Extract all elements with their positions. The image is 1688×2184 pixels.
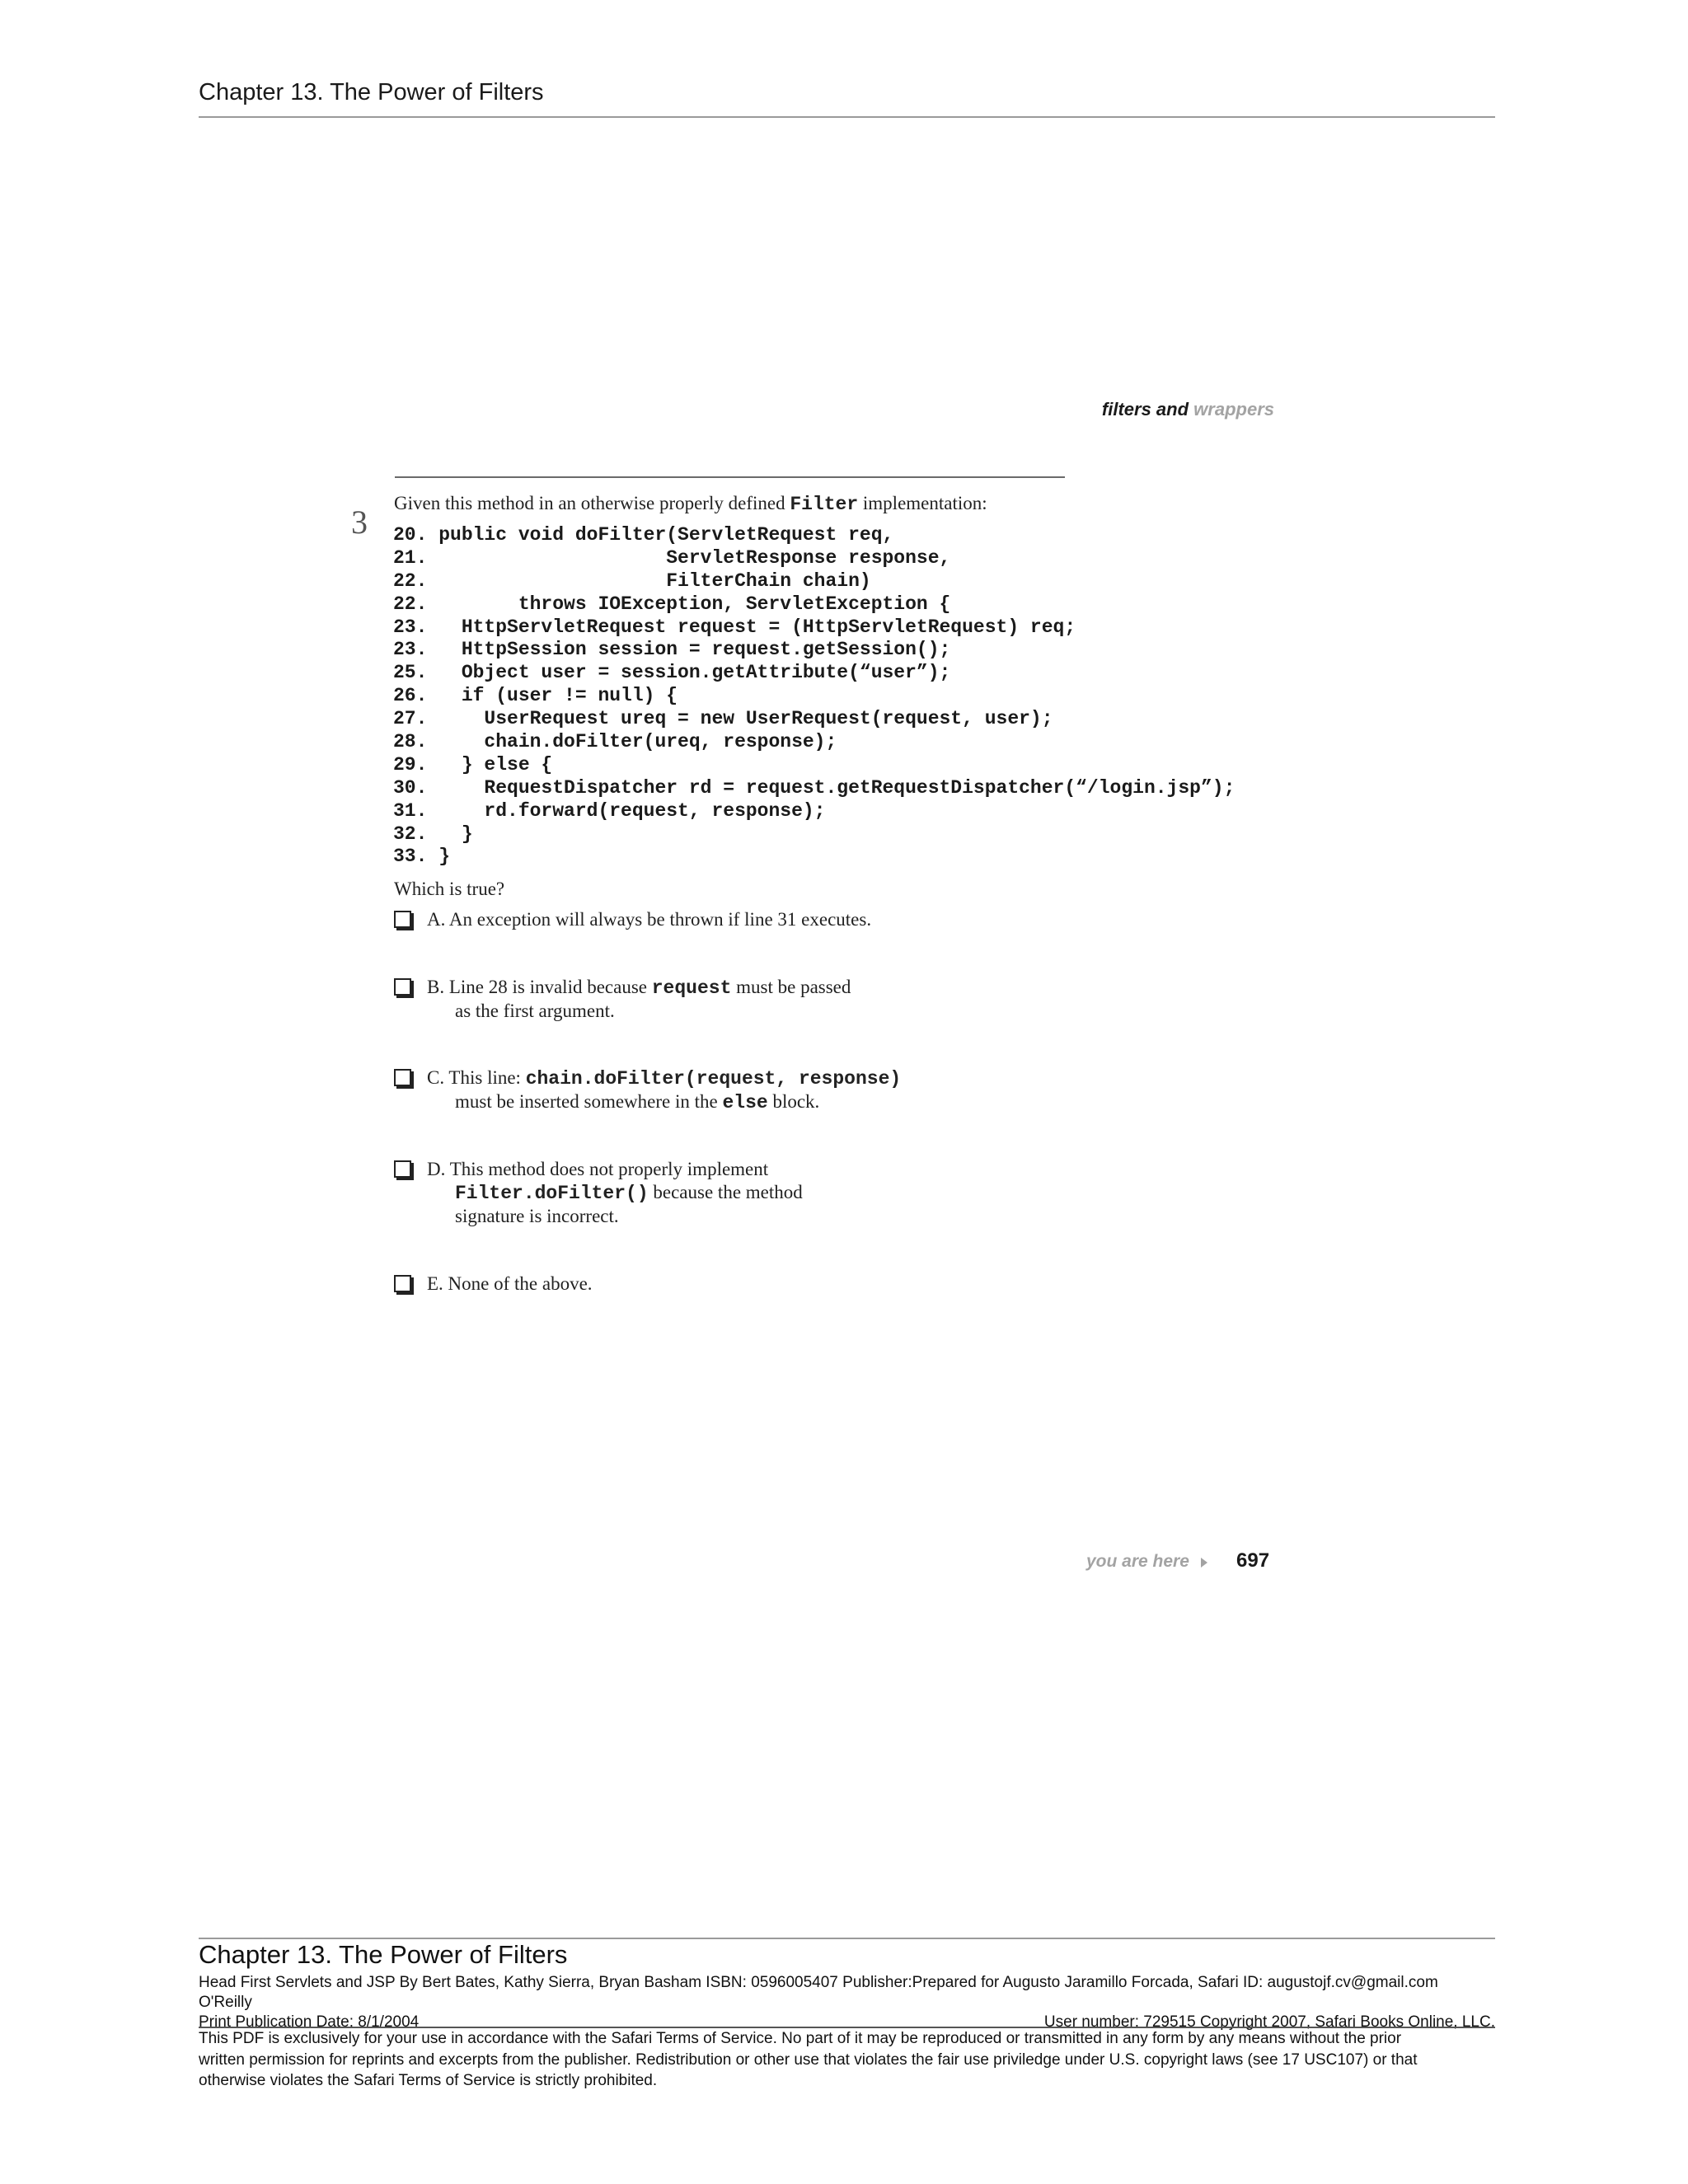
option-b-post: must be passed xyxy=(736,977,851,997)
option-c-line2-code: else xyxy=(722,1092,768,1113)
option-c-checkbox[interactable] xyxy=(394,1069,411,1086)
question-intro-code: Filter xyxy=(790,494,859,515)
option-e-text xyxy=(427,1272,593,1296)
question-intro xyxy=(394,493,987,515)
running-head-wrappers: wrappers xyxy=(1193,399,1274,419)
question-intro-after: implementation: xyxy=(862,493,987,513)
option-d-line1: D. This method does not properly implement xyxy=(427,1159,769,1179)
page-number: 697 xyxy=(1236,1549,1270,1572)
code-line: 28. chain.doFilter(ureq, response); xyxy=(393,731,837,753)
code-line: 33. } xyxy=(393,846,451,868)
footer-publisher: O'Reilly xyxy=(199,1994,252,2011)
option-c-pre: C. This line: xyxy=(427,1067,521,1088)
code-line: 26. if (user != null) { xyxy=(393,685,678,707)
code-line: 29. } else { xyxy=(393,753,553,776)
code-line: 27. UserRequest ureq = new UserRequest(request, user); xyxy=(393,708,1053,730)
option-d-line2-post: because the method xyxy=(653,1182,803,1202)
option-d-line2-code: Filter.doFilter() xyxy=(455,1183,649,1204)
option-b-code: request xyxy=(651,977,732,999)
option-c-line2 xyxy=(427,1090,901,1114)
code-line: 20. public void doFilter(ServletRequest req, xyxy=(393,524,894,546)
option-c-code: chain.doFilter(request, response) xyxy=(525,1068,902,1090)
option-e-label: E. None of the above. xyxy=(427,1273,593,1294)
footer-notice-line: otherwise violates the Safari Terms of Service is strictly prohibited. xyxy=(199,2072,658,2089)
option-c-line2-pre: must be inserted somewhere in the xyxy=(455,1091,718,1112)
code-line: 22. throws IOException, ServletException { xyxy=(393,593,951,615)
option-d-line2 xyxy=(427,1181,803,1205)
arrow-right-icon xyxy=(1201,1558,1207,1568)
question-prompt: Which is true? xyxy=(394,879,505,899)
code-line: 22. FilterChain chain) xyxy=(393,569,871,592)
option-d-line3: signature is incorrect. xyxy=(455,1206,619,1226)
option-b-checkbox[interactable] xyxy=(394,978,411,996)
option-d-text xyxy=(427,1158,803,1228)
code-line: 31. rd.forward(request, response); xyxy=(393,799,826,822)
footer-notice-line: written permission for reprints and excerpts from the publisher. Redistribution or other use that violates the fair use priviledge under U.S. copyright laws (see 17 USC107) or that xyxy=(199,2050,1418,2069)
running-head-filters: filters and xyxy=(1101,399,1189,419)
option-e-checkbox[interactable] xyxy=(394,1275,411,1292)
you-are-here-label: you are here xyxy=(1086,1552,1189,1571)
code-line: 23. HttpSession session = request.getSession(); xyxy=(393,639,951,661)
option-c-line2-post: block. xyxy=(772,1091,820,1112)
question-rule xyxy=(395,476,1065,478)
question-intro-before: Given this method in an otherwise properly defined xyxy=(394,493,785,513)
code-line: 30. RequestDispatcher rd = request.getRequestDispatcher(“/login.jsp”); xyxy=(393,776,1236,799)
option-b-pre: B. Line 28 is invalid because xyxy=(427,977,647,997)
header-rule xyxy=(199,116,1495,118)
code-line: 25. Object user = session.getAttribute(“user”); xyxy=(393,662,951,684)
code-line: 23. HttpServletRequest request = (HttpServletRequest) req; xyxy=(393,616,1076,638)
footer-book-info: Head First Servlets and JSP By Bert Bates, Kathy Sierra, Bryan Basham ISBN: 0596005407 Publisher:Prepared for Augusto Jaramillo Forcada, Safari ID: augustojf.cv@gmail.com xyxy=(199,1974,1438,1991)
chapter-header-title: Chapter 13. The Power of Filters xyxy=(199,79,544,105)
running-head xyxy=(1022,399,1274,420)
footer-notice xyxy=(199,2028,1495,2092)
footer-rule xyxy=(199,1938,1495,1939)
option-c-text xyxy=(427,1066,901,1114)
option-a-text xyxy=(427,908,871,931)
code-line: 32. } xyxy=(393,823,473,845)
footer-chapter-title: Chapter 13. The Power of Filters xyxy=(199,1940,568,1969)
option-d-checkbox[interactable] xyxy=(394,1160,411,1178)
question-number: 3 xyxy=(351,504,368,541)
option-a-checkbox[interactable] xyxy=(394,911,411,928)
option-a-label: A. An exception will always be thrown if line 31 executes. xyxy=(427,909,872,930)
option-b-line2: as the first argument. xyxy=(455,1001,615,1021)
code-listing xyxy=(393,524,1235,869)
footer-print-date: Print Publication Date: 8/1/2004 xyxy=(199,2013,420,2031)
footer-notice-line: This PDF is exclusively for your use in accordance with the Safari Terms of Service. No part of it may be reproduced or transmitted in any form by any means without the prior xyxy=(199,2030,1402,2047)
code-line: 21. ServletResponse response, xyxy=(393,546,951,569)
option-b-text xyxy=(427,976,851,1023)
footer-user-info: User number: 729515 Copyright 2007, Safari Books Online, LLC. xyxy=(1043,2013,1495,2031)
